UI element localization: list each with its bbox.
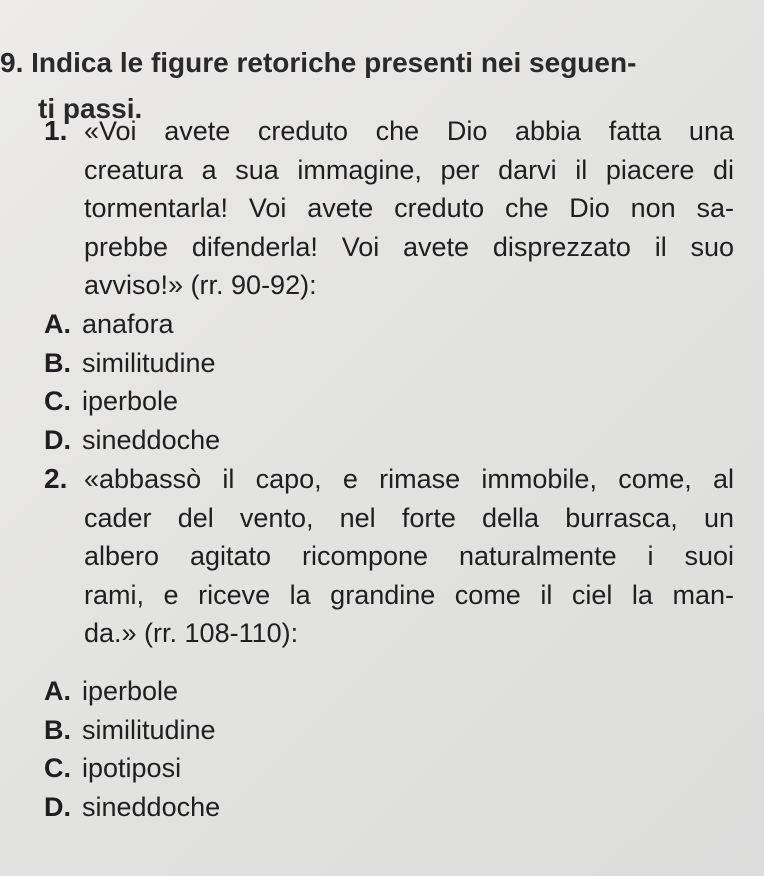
- option-text: sineddoche: [82, 424, 221, 455]
- option-b: [44, 711, 444, 750]
- option-text: anafora: [82, 309, 174, 339]
- passage-line: albero agitato ricompone naturalmente i suoi: [84, 541, 734, 571]
- question-passage: [84, 112, 734, 305]
- option-letter: A.: [44, 309, 71, 339]
- option-c: [44, 749, 444, 788]
- exercise-heading-line-1: 9. Indica le figure retoriche presenti nei seguen-: [0, 47, 637, 78]
- option-letter: D.: [44, 424, 71, 455]
- question-2-options: [44, 672, 444, 826]
- option-d: [44, 788, 444, 827]
- passage-line: «abbassò il capo, e rimase immobile, come, al: [84, 464, 734, 494]
- option-letter: C.: [44, 753, 71, 783]
- option-text: iperbole: [82, 676, 179, 706]
- option-letter: B.: [44, 347, 71, 378]
- question-number: 2.: [44, 463, 68, 494]
- passage-line: tormentarla! Voi avete creduto che Dio non sa-: [84, 193, 734, 223]
- exercise-heading-line-2: ti passi.: [38, 93, 143, 124]
- passage-line: creatura a sua immagine, per darvi il piacere di: [84, 154, 734, 185]
- option-d: [44, 421, 444, 460]
- option-letter: D.: [44, 791, 71, 822]
- passage-line: avviso!» (rr. 90-92):: [84, 270, 317, 300]
- passage-line: cader del vento, nel forte della burrasca, un: [84, 502, 734, 533]
- option-b: [44, 344, 444, 383]
- option-text: ipotiposi: [82, 753, 182, 783]
- option-c: [44, 382, 444, 421]
- option-text: similitudine: [82, 714, 216, 745]
- option-letter: C.: [44, 386, 71, 416]
- option-text: iperbole: [82, 386, 179, 416]
- option-letter: A.: [44, 676, 71, 706]
- question-passage: [84, 460, 734, 653]
- option-a: [44, 305, 444, 344]
- question-number: 1.: [44, 115, 68, 146]
- passage-line: da.» (rr. 108-110):: [84, 618, 299, 648]
- question-1-options: [44, 305, 444, 459]
- option-letter: B.: [44, 714, 71, 745]
- passage-line: «Voi avete creduto che Dio abbia fatta una: [84, 116, 734, 146]
- passage-line: rami, e riceve la grandine come il ciel la man-: [84, 579, 734, 610]
- option-text: similitudine: [82, 347, 216, 378]
- option-text: sineddoche: [82, 791, 221, 822]
- passage-line: prebbe difenderla! Voi avete disprezzato il suo: [84, 231, 734, 262]
- option-a: [44, 672, 444, 711]
